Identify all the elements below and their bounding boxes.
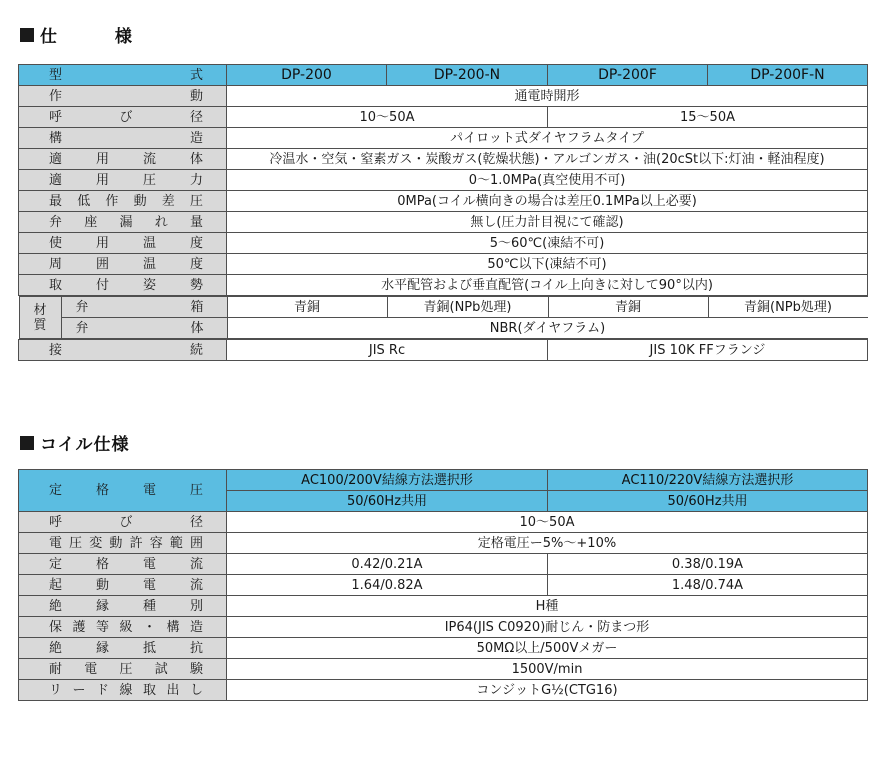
freq-col-1: 50/60Hz共用 — [227, 491, 548, 512]
valve-body-label: 弁体 — [61, 318, 227, 339]
fluid-label: 適用流体 — [19, 149, 227, 170]
material-label-cell — [19, 296, 227, 340]
table-row — [19, 680, 868, 701]
rated-current-label: 定格電流 — [19, 554, 227, 575]
insulation-class-value: H種 — [227, 596, 868, 617]
pressure-label: 適用圧力 — [19, 170, 227, 191]
coil-table — [18, 469, 868, 701]
model-dp-200-n: DP-200-N — [387, 65, 548, 86]
spec-heading — [20, 22, 158, 47]
withstand-label: 耐電圧試験 — [19, 659, 227, 680]
ambient-label: 周囲温度 — [19, 254, 227, 275]
voltage-col-1: AC100/200V結線方法選択形 — [227, 470, 548, 491]
connection-value: JIS 10K FFフランジ — [548, 340, 868, 361]
structure-label: 構造 — [19, 128, 227, 149]
freq-col-2: 50/60Hz共用 — [548, 491, 868, 512]
rated-voltage-label: 定格電圧 — [19, 470, 227, 512]
operation-label: 作動 — [19, 86, 227, 107]
temp-label: 使用温度 — [19, 233, 227, 254]
table-row — [19, 275, 868, 296]
table-row — [19, 128, 868, 149]
table-row — [19, 638, 868, 659]
valve-box-value: 青銅 — [227, 297, 387, 318]
connection-value: JIS Rc — [227, 340, 548, 361]
square-bullet-icon — [20, 28, 34, 42]
material-subtable — [19, 296, 227, 339]
table-row — [19, 86, 868, 107]
table-row — [19, 554, 868, 575]
table-row — [19, 233, 868, 254]
min-pressure-value: 0MPa(コイル横向きの場合は差圧0.1MPa以上必要) — [227, 191, 868, 212]
ambient-value: 50℃以下(凍結不可) — [227, 254, 868, 275]
table-row — [19, 340, 868, 361]
nominal-size-value: 15〜50A — [548, 107, 868, 128]
table-row — [19, 170, 868, 191]
table-row — [19, 254, 868, 275]
coil-heading — [20, 430, 130, 455]
voltage-col-2: AC110/220V結線方法選択形 — [548, 470, 868, 491]
table-row — [19, 575, 868, 596]
table-row — [19, 617, 868, 638]
connection-label: 接続 — [19, 340, 227, 361]
table-row — [19, 149, 868, 170]
table-row — [19, 65, 868, 86]
model-label: 型式 — [19, 65, 227, 86]
insulation-class-label: 絶縁種別 — [19, 596, 227, 617]
operation-value: 通電時開形 — [227, 86, 868, 107]
model-dp-200f-n: DP-200F-N — [708, 65, 868, 86]
mounting-value: 水平配管および垂直配管(コイル上向きに対して90°以内) — [227, 275, 868, 296]
valve-body-value: NBR(ダイヤフラム) — [227, 318, 868, 339]
valve-box-value: 青銅(NPb処理) — [387, 297, 548, 318]
nominal-size-value: 10〜50A — [227, 107, 548, 128]
mounting-label: 取付姿勢 — [19, 275, 227, 296]
square-bullet-icon — [20, 436, 34, 450]
starting-current-label: 起動電流 — [19, 575, 227, 596]
valve-box-value: 青銅(NPb処理) — [708, 297, 868, 318]
spec-table — [18, 64, 868, 361]
voltage-range-label: 電圧変動許容範囲 — [19, 533, 227, 554]
table-row — [19, 512, 868, 533]
nominal-size-label: 呼び径 — [19, 107, 227, 128]
fluid-value: 冷温水・空気・窒素ガス・炭酸ガス(乾燥状態)・アルゴンガス・油(20cSt以下:灯油・軽油程度) — [227, 149, 868, 170]
table-row — [19, 107, 868, 128]
material-values-table — [227, 296, 868, 339]
starting-current-value: 1.64/0.82A — [227, 575, 548, 596]
protection-value: IP64(JIS C0920)耐じん・防まつ形 — [227, 617, 868, 638]
withstand-value: 1500V/min — [227, 659, 868, 680]
seat-leakage-value: 無し(圧力計目視にて確認) — [227, 212, 868, 233]
insulation-resistance-value: 50MΩ以上/500Vメガー — [227, 638, 868, 659]
table-row — [19, 659, 868, 680]
table-row — [19, 533, 868, 554]
table-row — [19, 212, 868, 233]
protection-label: 保護等級・構造 — [19, 617, 227, 638]
structure-value: パイロット式ダイヤフラムタイプ — [227, 128, 868, 149]
model-dp-200f: DP-200F — [548, 65, 708, 86]
table-row — [19, 470, 868, 491]
rated-current-value: 0.38/0.19A — [548, 554, 868, 575]
starting-current-value: 1.48/0.74A — [548, 575, 868, 596]
spec-title: 仕 様 — [40, 27, 158, 47]
coil-size-label: 呼び径 — [19, 512, 227, 533]
coil-title: コイル仕様 — [40, 435, 130, 455]
rated-current-value: 0.42/0.21A — [227, 554, 548, 575]
valve-box-label: 弁箱 — [61, 297, 227, 318]
temp-value: 5〜60℃(凍結不可) — [227, 233, 868, 254]
table-row — [19, 296, 868, 340]
model-dp-200: DP-200 — [227, 65, 387, 86]
lead-value: コンジットG½(CTG16) — [227, 680, 868, 701]
insulation-resistance-label: 絶縁抵抗 — [19, 638, 227, 659]
valve-box-value: 青銅 — [548, 297, 708, 318]
table-row — [19, 596, 868, 617]
pressure-value: 0〜1.0MPa(真空使用不可) — [227, 170, 868, 191]
voltage-range-value: 定格電圧ー5%〜+10% — [227, 533, 868, 554]
table-row — [19, 191, 868, 212]
min-pressure-label: 最低作動差圧 — [19, 191, 227, 212]
seat-leakage-label: 弁座漏れ量 — [19, 212, 227, 233]
material-values-cell — [227, 296, 868, 340]
lead-label: リード線取出し — [19, 680, 227, 701]
coil-size-value: 10〜50A — [227, 512, 868, 533]
material-label: 材質 — [19, 297, 61, 339]
